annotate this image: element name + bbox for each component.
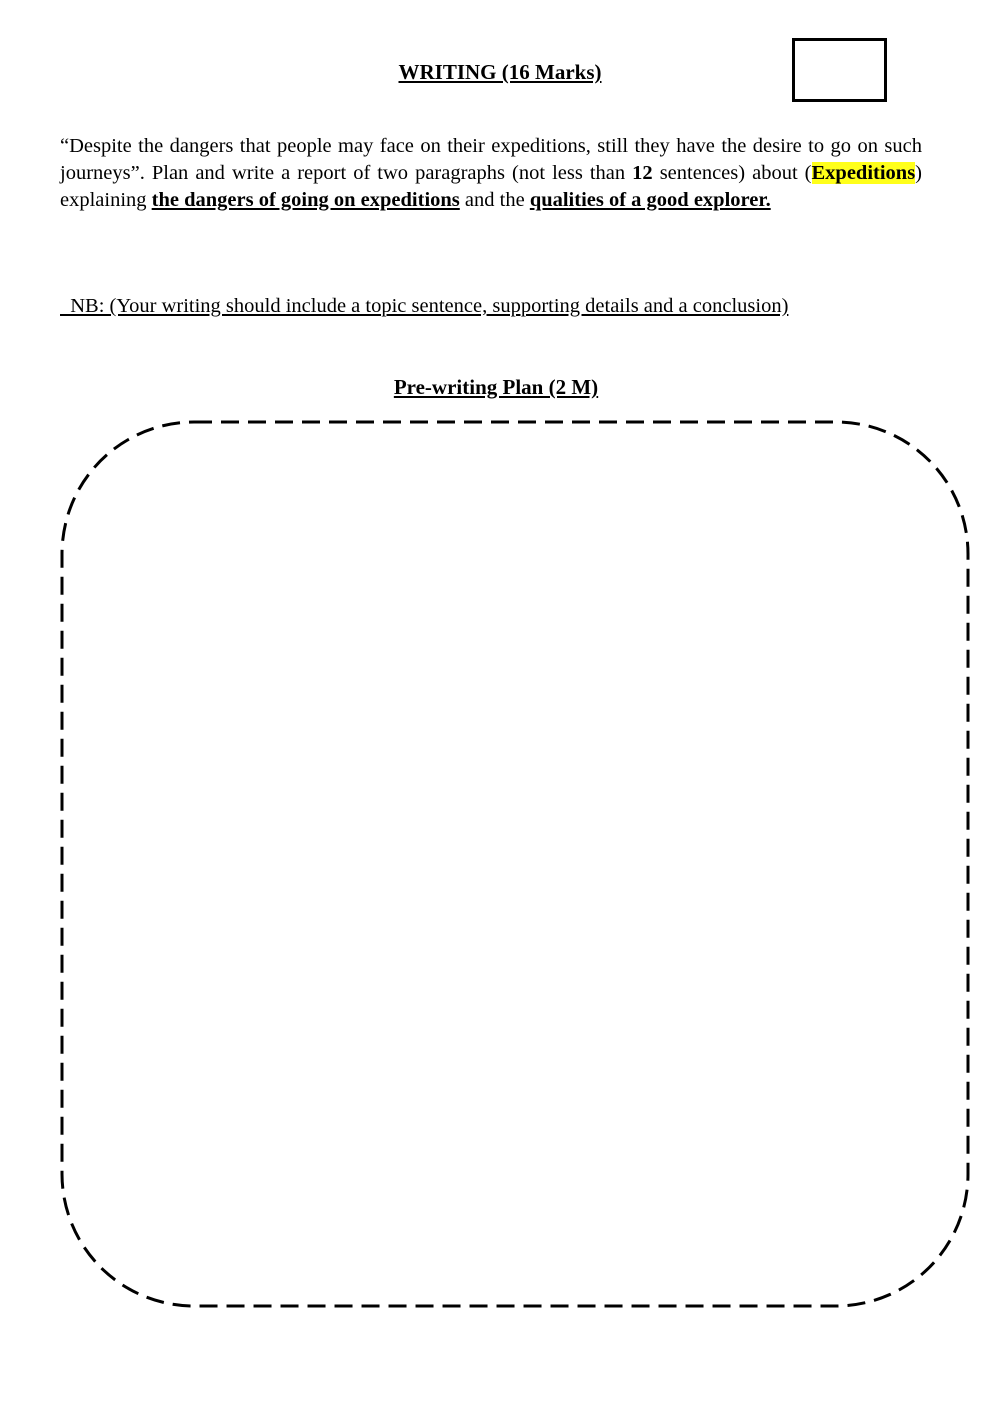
topic-highlight: Expeditions	[811, 162, 916, 184]
sentence-count: 12	[632, 162, 653, 184]
nb-note: NB: (Your writing should include a topic sentence, supporting details and a conclusion)	[60, 295, 789, 317]
prompt-text-3: ) explaining	[60, 162, 922, 211]
dashed-plan-border	[62, 422, 968, 1306]
focus-dangers: the dangers of going on expeditions	[151, 189, 460, 211]
prompt-text-2: sentences) about (	[652, 162, 812, 184]
prompt-text-4: and the	[459, 189, 530, 211]
plan-title: Pre-writing Plan (2 M)	[393, 375, 599, 399]
focus-qualities: qualities of a good explorer.	[529, 189, 771, 211]
prompt-quote: “Despite the dangers that people may face on their expeditions, still they have the desire to go on such journeys”.	[60, 135, 922, 184]
page-title: WRITING (16 Marks)	[398, 60, 602, 84]
prompt-text-1: Plan and write a report of two paragraphs (not less than	[144, 162, 633, 184]
